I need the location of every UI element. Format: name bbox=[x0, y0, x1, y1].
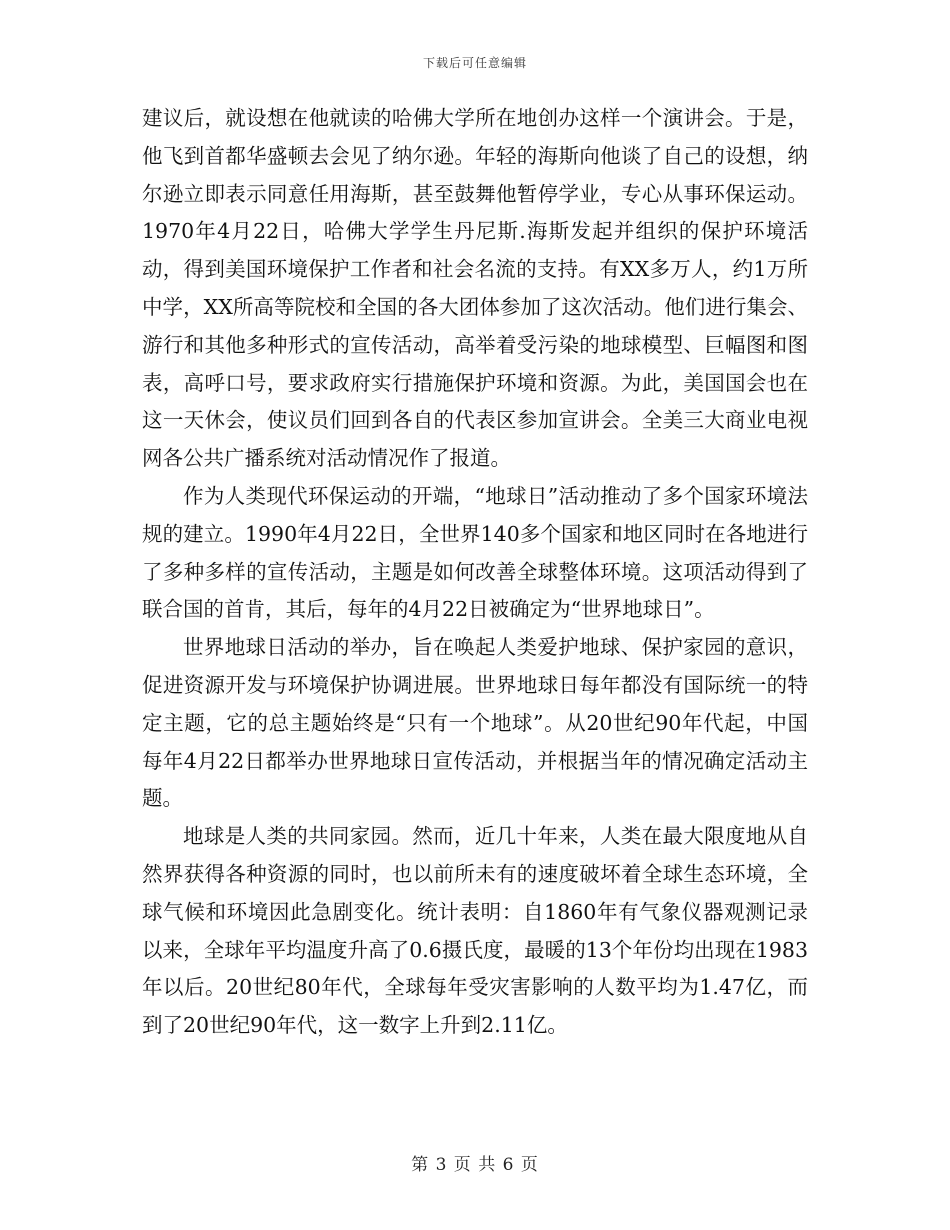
paragraph-4: 地球是人类的共同家园。然而，近几十年来，人类在最大限度地从自然界获得各种资源的同时，也以前所未有的速度破坏着全球生态环境，全球气候和环境因此急剧变化。统计表明：自1860年有气象仪器观测记录以来，全球年平均温度升高了0.6摄氏度，最暖的13个年份均出现在1983年以后。20世纪80年代，全球每年受灾害影响的人数平均为1.47亿，而到了20世纪90年代，这一数字上升到2.11亿。 bbox=[142, 824, 808, 1038]
paragraph-2: 作为人类现代环保运动的开端，“地球日”活动推动了多个国家环境法规的建立。1990年4月22日，全世界140多个国家和地区同时在各地进行了多种多样的宣传活动，主题是如何改善全球整体环境。这项活动得到了联合国的首肯，其后，每年的4月22日被确定为“世界地球日”。 bbox=[142, 483, 808, 622]
page-header: 下载后可任意编辑 bbox=[422, 56, 527, 70]
paragraph-3: 世界地球日活动的举办，旨在唤起人类爱护地球、保护家园的意识，促进资源开发与环境保护协调进展。世界地球日每年都没有国际统一的特定主题，它的总主题始终是“只有一个地球”。从20世纪90年代起，中国每年4月22日都举办世界地球日宣传活动，并根据当年的情况确定活动主题。 bbox=[142, 635, 808, 811]
page-number-footer: 第 3 页 共 6 页 bbox=[411, 1155, 539, 1175]
document-body bbox=[142, 100, 808, 1045]
paragraph-1: 建议后，就设想在他就读的哈佛大学所在地创办这样一个演讲会。于是，他飞到首都华盛顿去会见了纳尔逊。年轻的海斯向他谈了自己的设想，纳尔逊立即表示同意任用海斯，甚至鼓舞他暂停学业，专心从事环保运动。1970年4月22日，哈佛大学学生丹尼斯.海斯发起并组织的保护环境活动，得到美国环境保护工作者和社会名流的支持。有XX多万人，约1万所中学，XX所高等院校和全国的各大团体参加了这次活动。他们进行集会、游行和其他多种形式的宣传活动，高举着受污染的地球模型、巨幅图和图表，高呼口号，要求政府实行措施保护环境和资源。为此，美国国会也在这一天休会，使议员们回到各自的代表区参加宣讲会。全美三大商业电视网各公共广播系统对活动情况作了报道。 bbox=[142, 106, 808, 471]
